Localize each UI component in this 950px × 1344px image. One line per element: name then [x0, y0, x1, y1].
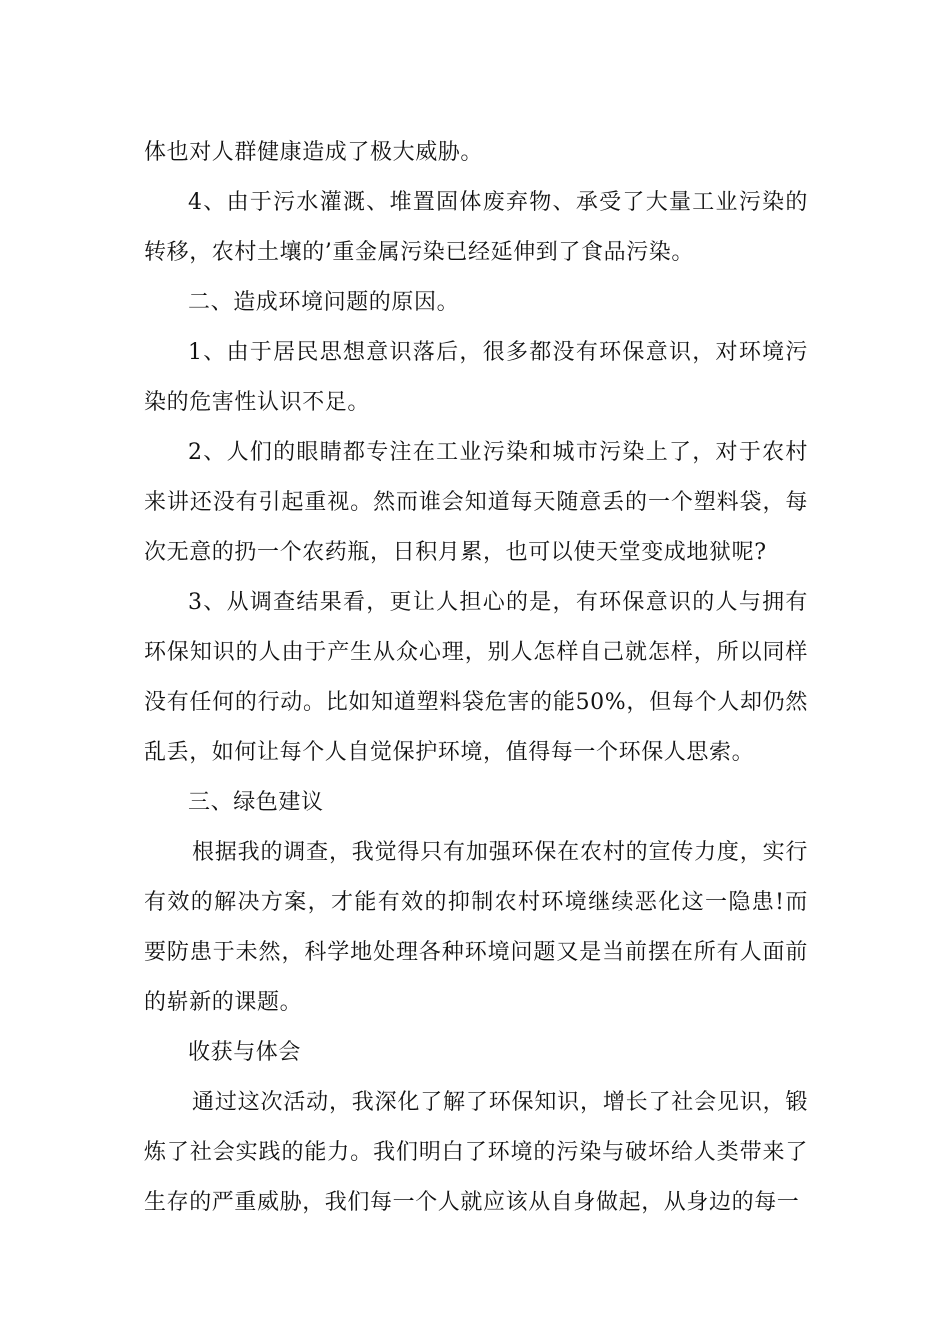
- section-heading-reflections: 收获与体会: [188, 1040, 302, 1065]
- section-heading-causes: 二、造成环境问题的原因。: [188, 290, 460, 315]
- paragraph-continuation: 体也对人群健康造成了极大威胁。: [144, 140, 484, 165]
- paragraph-reflections: 通过这次活动，我深化了解了环保知识，增长了社会见识，锻炼了社会实践的能力。我们明白了环境的污染与破坏给人类带来了生存的严重威胁，我们每一个人就应该从自身做起，从身边的每一: [144, 1090, 808, 1215]
- paragraph-point-4: 4、由于污水灌溉、堆置固体废弃物、承受了大量工业污染的转移，农村土壤的’重金属污染已经延伸到了食品污染。: [144, 190, 808, 265]
- paragraph-cause-3: 3、从调查结果看，更让人担心的是，有环保意识的人与拥有环保知识的人由于产生从众心理，别人怎样自己就怎样，所以同样没有任何的行动。比如知道塑料袋危害的能50%，但每个人却仍然乱丢，如何让每个人自觉保护环境，值得每一个环保人思索。: [144, 590, 808, 765]
- document-body: [144, 128, 808, 1228]
- paragraph-cause-2: 2、人们的眼睛都专注在工业污染和城市污染上了，对于农村来讲还没有引起重视。然而谁会知道每天随意丢的一个塑料袋，每次无意的扔一个农药瓶，日积月累，也可以使天堂变成地狱呢?: [144, 440, 808, 565]
- paragraph-suggestions: 根据我的调查，我觉得只有加强环保在农村的宣传力度，实行有效的解决方案，才能有效的抑制农村环境继续恶化这一隐患!而要防患于未然，科学地处理各种环境问题又是当前摆在所有人面前的崭新的课题。: [144, 840, 808, 1015]
- section-heading-suggestions: 三、绿色建议: [188, 790, 324, 815]
- paragraph-cause-1: 1、由于居民思想意识落后，很多都没有环保意识，对环境污染的危害性认识不足。: [144, 340, 808, 415]
